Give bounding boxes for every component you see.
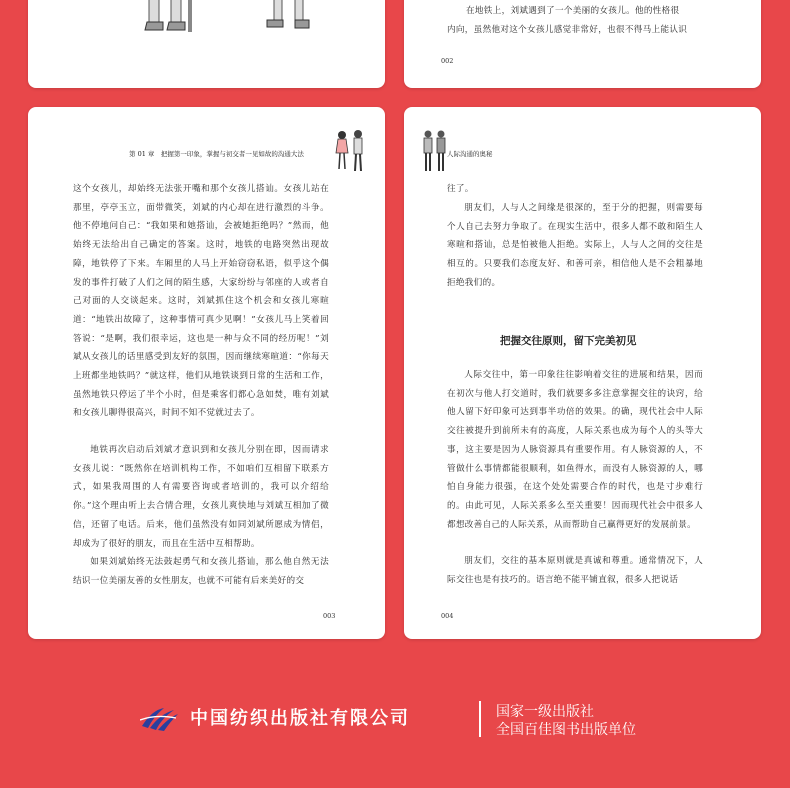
- two-men-illustration: [422, 129, 448, 173]
- page-top-right: [404, 0, 761, 88]
- tagline-top100: 全国百佳图书出版单位: [496, 722, 636, 738]
- text-line: 内向，虽然他对这个女孩儿感觉非常好，也很不得马上能认识: [447, 25, 688, 35]
- paragraph: 朋友们，交往的基本原则就是真诚和尊重。通常情况下，人际交往也是有技巧的。语言绝不能平铺直叙，很多人把说话: [447, 556, 703, 585]
- couple-illustration: [330, 129, 370, 173]
- page-004: [404, 107, 761, 639]
- tagline-national: 国家一级出版社: [496, 704, 594, 720]
- paragraph: 如果刘斌始终无法鼓起勇气和女孩儿搭讪，那么他自然无法结识一位美丽友善的女性朋友，也就不可能有后来美好的交: [73, 557, 329, 586]
- book-header: 人际沟通的奥秘: [447, 150, 493, 158]
- divider: [479, 701, 481, 737]
- page-top-left: [28, 0, 385, 88]
- paragraph: 朋友们，人与人之间缘是很深的，至于分的把握，则需要每个人自己去努力争取了。在现实生活中，很多人都不敢和陌生人寒暄和搭讪，总是怕被他人拒绝。实际上，人与人之间的交往是相互的。只要我们态度友好、和善可亲，相信他人是不会粗暴地拒绝我们的。: [447, 203, 703, 288]
- paragraph: 这个女孩儿，却始终无法张开嘴和那个女孩儿搭讪。女孩儿站在那里，亭亭玉立，面带微笑，刘斌的内心却在进行激烈的斗争。他不停地问自己：“我如果和她搭讪，会被她拒绝吗？”然而，他始终无法给出自己确定的答案。这时，地铁的电路突然出现故障，地铁停了下来。车厢里的人马上开始窃窃私语，似乎这个偶发的事件打破了人们之间的陌生感，大家纷纷与邻座的人或者自己对面的人交谈起来。这时，刘斌抓住这个机会和女孩儿寒暄道：“地铁出故障了，这种事情可真少见啊！”女孩儿马上笑着回答说：“是啊，我们很幸运，这也是一种与众不同的经历呢！”刘斌从女孩儿的话里感受到友好的氛围，因而继续寒暄道：“你每天上班都坐地铁吗？”就这样，他们从地铁谈到日常的生活和工作，虽然地铁只停运了半个小时，但是乘客们都心急如焚，唯有刘斌和女孩儿聊得很高兴，时间不知不觉就过去了。: [73, 184, 329, 419]
- chapter-header: 第 01 章 把握第一印象，掌握与初交者一见如故的沟通大法: [129, 150, 304, 158]
- page-number: 004: [441, 612, 454, 620]
- people-legs-illustration: [143, 0, 323, 36]
- paragraph: 往了。: [447, 184, 474, 194]
- publisher-logo-icon: [140, 704, 180, 732]
- publisher-name: 中国纺织出版社有限公司: [190, 708, 410, 729]
- page-number: 003: [323, 612, 336, 620]
- section-title: 把握交往原则，留下完美初见: [500, 335, 637, 347]
- paragraph: 人际交往中，第一印象往往影响着交往的进展和结果，因而在初次与他人打交道时，我们就要多多注意掌握交往的诀窍，给他人留下好印象可达到事半功倍的效果。的确，现代社会中人际交往被提升到前所未有的高度，人际关系也成为每个人的头等大事，这主要是因为人脉资源具有重要作用。有人脉资源的人，不管做什么事情都能很顺利，如鱼得水，而没有人脉资源的人，哪怕自身能力很强，在这个处处需要合作的时代，也是寸步难行的。由此可见，人际关系多么至关重要！因而现代社会中很多人都想改善自己的人际关系，从而帮助自己赢得更好的发展前景。: [447, 370, 703, 530]
- paragraph: 地铁再次启动后刘斌才意识到和女孩儿分别在即，因而请求女孩儿说：“既然你在培训机构工作，不如咱们互相留下联系方式，如果我周围的人有需要咨询或者培训的，我可以介绍给你。”这个理由听上去合情合理，女孩儿爽快地与刘斌互相加了微信，还留了电话。后来，他们虽然没有如同刘斌所愿成为情侣，却成为了很好的朋友，而且在生活中互相帮助。: [73, 445, 329, 549]
- text-line: 在地铁上，刘斌遇到了一个美丽的女孩儿。他的性格很: [466, 6, 680, 16]
- page-003: [28, 107, 385, 639]
- page-number: 002: [441, 57, 454, 65]
